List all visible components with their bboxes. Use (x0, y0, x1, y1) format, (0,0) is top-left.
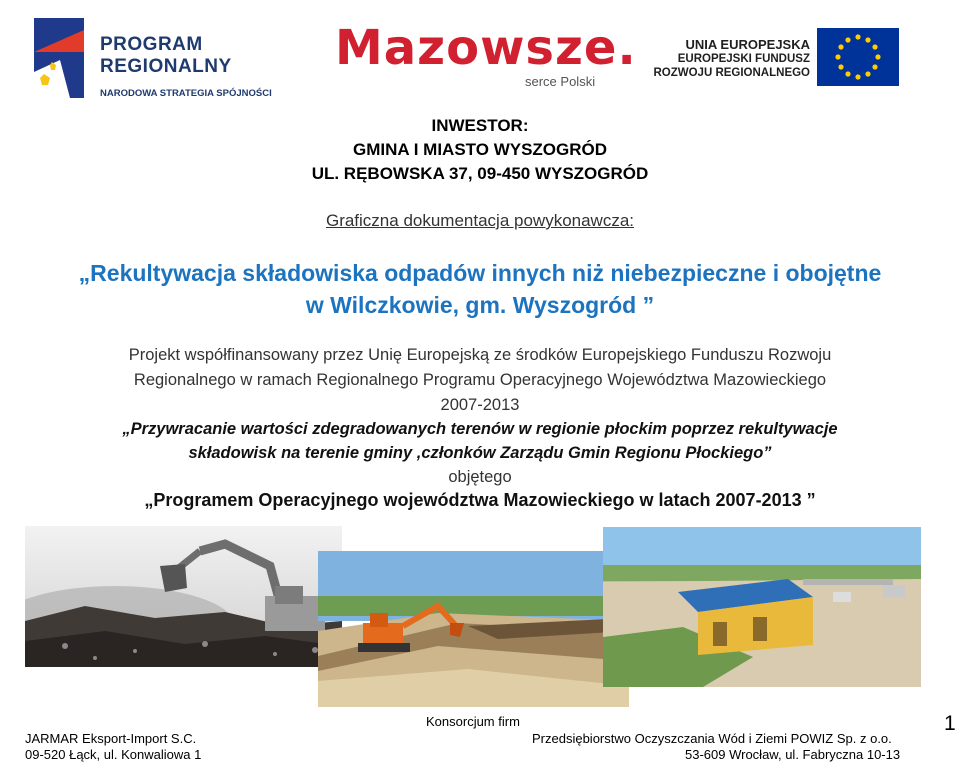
funding-line1: Projekt współfinansowany przez Unię Europejską ze środków Europejskiego Funduszu Rozwoju (128, 346, 832, 364)
investor-heading: INWESTOR: (431, 116, 529, 135)
eu-logo (653, 25, 910, 90)
landfill-excavator-image (25, 526, 342, 667)
funding-covered: objętego (448, 468, 512, 486)
eu-line3: ROZWOJU REGIONALNEGO (653, 67, 810, 79)
footer-right-address: 53-609 Wrocław, ul. Fabryczna 10-13 (685, 747, 901, 762)
program-line2: REGIONALNY (100, 56, 232, 77)
mazowsze-wordmark: Mazowsze. (335, 20, 637, 76)
photo-excavator-field (318, 551, 629, 707)
footer-consortium: Konsorcjum firm (426, 714, 520, 729)
investor-name: GMINA I MIASTO WYSZOGRÓD (352, 140, 608, 159)
program-flag-icon (30, 12, 94, 102)
program-line3: NARODOWA STRATEGIA SPÓJNOŚCI (100, 88, 272, 99)
program-name-line2: składowisk na terenie gminy ,członków Zarządu Gmin Regionu Płockiego” (188, 444, 772, 462)
project-title-line1: „Rekultywacja składowiska odpadów innych niż niebezpieczne i obojętne (78, 260, 882, 286)
mazowsze-logo (335, 18, 637, 98)
page-number: 1 (944, 712, 956, 735)
photo-excavator-landfill (25, 526, 342, 667)
field-excavator-image (318, 551, 629, 707)
footer-left-address: 09-520 Łąck, ul. Konwaliowa 1 (25, 747, 202, 762)
funding-line2: Regionalnego w ramach Regionalnego Programu Operacyjnego Województwa Mazowieckiego (133, 371, 827, 389)
footer-right-company: Przedsiębiorstwo Oczyszczania Wód i Ziemi POWIZ Sp. z o.o. (532, 731, 892, 746)
investor-address: UL. RĘBOWSKA 37, 09-450 WYSZOGRÓD (311, 164, 649, 183)
program-regionalny-logo (30, 12, 300, 102)
mazowsze-tagline: serce Polski (525, 74, 596, 89)
project-title-line2: w Wilczkowie, gm. Wyszogród ” (305, 292, 655, 318)
program-line1: PROGRAM (100, 34, 203, 55)
buildings-site-image (603, 527, 921, 687)
program-name-line1: „Przywracanie wartości zdegradowanych terenów w regionie płockim poprzez rekultywacje (122, 420, 838, 438)
footer-left-company: JARMAR Eksport-Import S.C. (25, 731, 197, 746)
eu-line1: UNIA EUROPEJSKA (685, 37, 810, 52)
funding-years: 2007-2013 (440, 396, 520, 414)
photo-buildings (603, 527, 921, 687)
document-type: Graficzna dokumentacja powykonawcza: (325, 211, 635, 230)
eu-flag-icon (817, 28, 899, 86)
operational-program-line: „Programem Operacyjnego województwa Mazowieckiego w latach 2007-2013 ” (144, 490, 816, 510)
eu-line2: EUROPEJSKI FUNDUSZ (677, 53, 810, 65)
